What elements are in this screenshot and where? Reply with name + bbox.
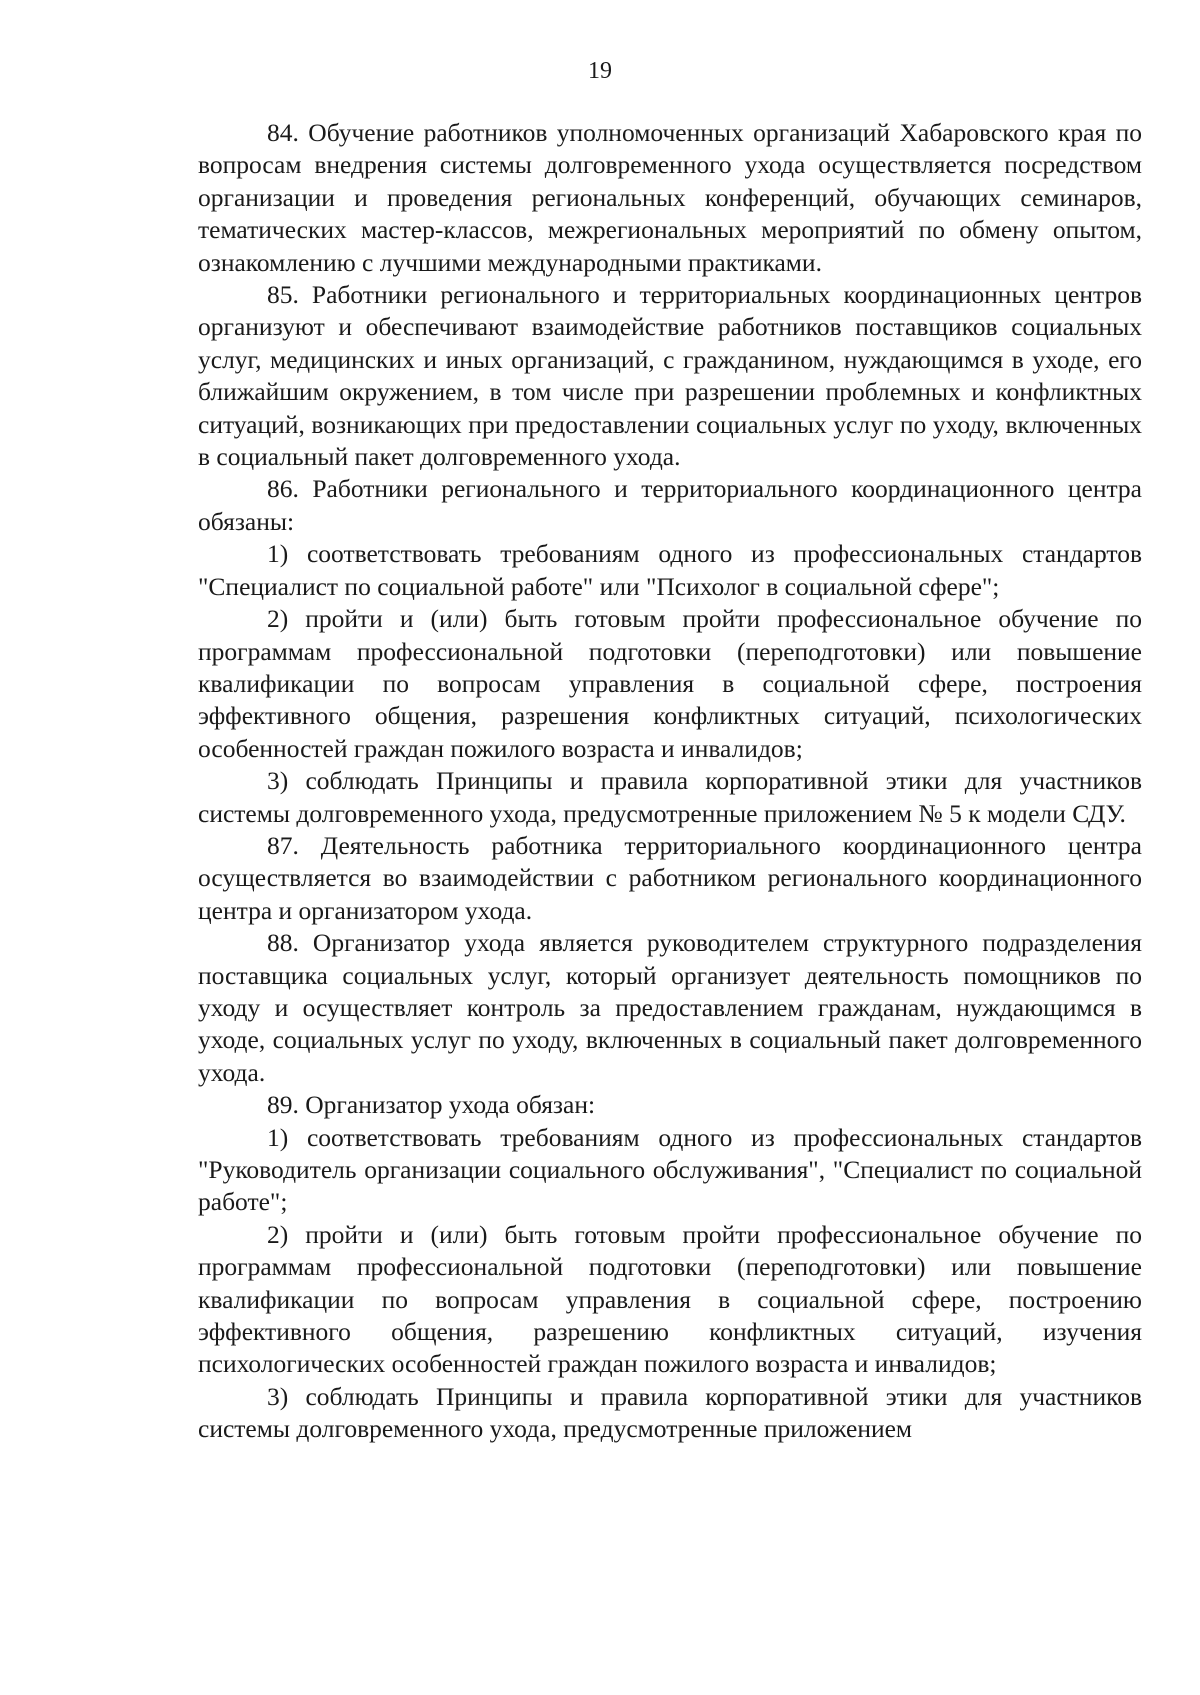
paragraph-86: 86. Работники регионального и территориального координационного центра обязаны: [198,474,1142,536]
paragraph-86-item-3: 3) соблюдать Принципы и правила корпоративной этики для участников системы долговременного ухода, предусмотренные приложением № 5 к модели СДУ. [198,766,1142,828]
paragraph-86-item-1: 1) соответствовать требованиям одного из профессиональных стандартов "Специалист по социальной работе" или "Психолог в социальной сфере"; [198,539,1142,601]
paragraph-85: 85. Работники регионального и территориальных координационных центров организуют и обеспечивают взаимодействие работников поставщиков социальных услуг, медицинских и иных организаций, с гражданином, нуждающимся в уходе, его ближайшим окружением, в том числе при разрешении проблемных и конфликтных ситуаций, возникающих при предоставлении социальных услуг по уходу, включенных в социальный пакет долговременного ухода. [198,280,1142,472]
paragraph-89-item-2: 2) пройти и (или) быть готовым пройти профессиональное обучение по программам профессиональной подготовки (переподготовки) или повышение квалификации по вопросам управления в социальной сфере, построению эффективного общения, разрешению конфликтных ситуаций, изучения психологических особенностей граждан пожилого возраста и инвалидов; [198,1219,1142,1379]
paragraph-87: 87. Деятельность работника территориального координационного центра осуществляется во взаимодействии с работником регионального координационного центра и организатором ухода. [198,830,1142,925]
page-number: 19 [588,58,612,84]
paragraph-88: 88. Организатор ухода является руководителем структурного подразделения поставщика социальных услуг, который организует деятельность помощников по уходу и осуществляет контроль за предоставлением гражданам, нуждающимся в уходе, социальных услуг по уходу, включенных в социальный пакет долговременного ухода. [198,928,1142,1087]
document-body [198,117,1142,1446]
paragraph-89-item-3: 3) соблюдать Принципы и правила корпоративной этики для участников системы долговременного ухода, предусмотренные приложением [198,1381,1142,1444]
paragraph-86-item-2: 2) пройти и (или) быть готовым пройти профессиональное обучение по программам профессиональной подготовки (переподготовки) или повышение квалификации по вопросам управления в социальной сфере, построения эффективного общения, разрешения конфликтных ситуаций, психологических особенностей граждан пожилого возраста и инвалидов; [198,604,1142,763]
paragraph-89: 89. Организатор ухода обязан: [267,1090,596,1120]
paragraph-84: 84. Обучение работников уполномоченных организаций Хабаровского края по вопросам внедрения системы долговременного ухода осуществляется посредством организации и проведения региональных конференций, обучающих семинаров, тематических мастер-классов, межрегиональных мероприятий по обмену опытом, ознакомлению с лучшими международными практиками. [198,118,1142,277]
paragraph-89-item-1: 1) соответствовать требованиям одного из профессиональных стандартов "Руководитель организации социального обслуживания", "Специалист по социальной работе"; [198,1122,1142,1217]
